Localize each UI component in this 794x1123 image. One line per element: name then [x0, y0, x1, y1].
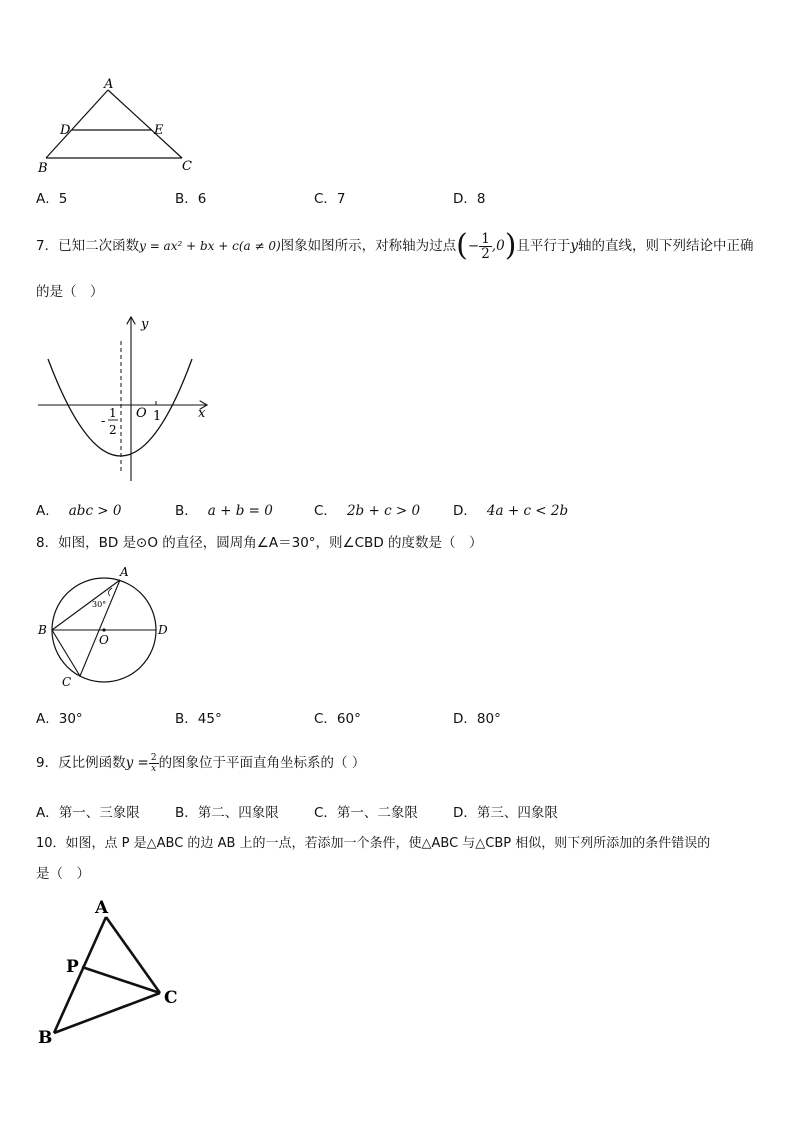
q9-func-fraction: $\frac{2}{x}$	[150, 752, 157, 774]
q7-condition: (a ≠ 0)	[238, 239, 281, 253]
q7-stem-mid2: 且平行于	[516, 238, 571, 254]
graph-x-label: x	[198, 406, 206, 421]
circle-angle-label: 30°	[92, 600, 107, 609]
q8-circle-figure	[34, 562, 174, 692]
q7-stem-line2: 的是（ ）	[36, 284, 104, 300]
label-B: B	[38, 161, 48, 176]
q8-option-a[interactable]: A．30°	[36, 711, 83, 727]
q7-stem: 7．已知二次函数y = ax² + bx + c(a ≠ 0)图象如图所示，对称轴为过点(− $\frac{1}{2}$ ,0)且平行于y轴的直线，则下列结论中正确	[36, 228, 754, 263]
q7-option-a[interactable]: A． abc > 0	[36, 503, 122, 519]
q9-option-d[interactable]: D．第三、四象限	[453, 805, 558, 821]
q8-option-d[interactable]: D．80°	[453, 711, 501, 727]
q9-stem-prefix: 9．反比例函数	[36, 755, 126, 771]
q8-option-c[interactable]: C．60°	[314, 711, 361, 727]
tri-label-C: C	[164, 988, 178, 1008]
graph-neg-half-den: 2	[109, 423, 117, 437]
q7-point-y: ,0	[491, 238, 505, 254]
q7-stem-mid: 图象如图所示，对称轴为过点	[280, 238, 457, 254]
label-C: C	[182, 159, 192, 174]
q8-option-b[interactable]: B．45°	[175, 711, 222, 727]
circle-label-O: O	[99, 633, 109, 647]
q9-stem-suffix: 的图象位于平面直角坐标系的（ ）	[158, 755, 366, 771]
graph-neg-half-num: 1	[109, 406, 117, 420]
circle-label-A: A	[120, 565, 129, 579]
tri-label-P: P	[66, 957, 79, 977]
graph-one-label: 1	[153, 409, 162, 424]
q10-stem-line1: 10．如图，点 P 是△ABC 的边 AB 上的一点，若添加一个条件，使△ABC 与△CBP 相似，则下列所添加的条件错误的	[36, 836, 711, 851]
q7-stem-end: 轴的直线，则下列结论中正确	[578, 238, 754, 254]
q7-point-fraction: $\frac{1}{2}$	[481, 230, 490, 262]
q10-stem-line2: 是（ ）	[36, 866, 90, 882]
q6-option-a[interactable]: A．5	[36, 191, 68, 207]
q9-func-lhs: y =	[125, 755, 149, 771]
q7-option-c[interactable]: C． 2b + c > 0	[314, 503, 421, 519]
tri-label-A: A	[95, 898, 109, 918]
q6-option-b[interactable]: B．6	[175, 191, 207, 207]
label-E: E	[154, 123, 164, 138]
q7-option-d[interactable]: D． 4a + c < 2b	[453, 503, 569, 519]
q8-stem: 8．如图，BD 是⊙O 的直径，圆周角∠A＝30°，则∠CBD 的度数是（ ）	[36, 535, 483, 551]
q9-option-b[interactable]: B．第二、四象限	[175, 805, 279, 821]
q10-triangle-figure	[34, 893, 194, 1053]
q7-stem-prefix: 7．已知二次函数	[36, 238, 140, 254]
q9-option-c[interactable]: C．第一、二象限	[314, 805, 418, 821]
q6-option-d[interactable]: D．8	[453, 191, 486, 207]
graph-origin-label: O	[136, 406, 147, 421]
label-A: A	[104, 78, 114, 92]
graph-y-label: y	[141, 317, 149, 332]
q7-axis-var: y	[570, 238, 579, 254]
circle-label-D: D	[158, 623, 168, 637]
q6-triangle-figure	[30, 78, 200, 178]
q9-stem	[36, 748, 365, 778]
q9-option-a[interactable]: A．第一、三象限	[36, 805, 140, 821]
q6-option-c[interactable]: C．7	[314, 191, 346, 207]
q7-function: y = ax² + bx + c	[139, 239, 239, 253]
label-D: D	[60, 123, 71, 138]
tri-label-B: B	[38, 1028, 53, 1048]
circle-label-C: C	[62, 675, 72, 689]
circle-label-B: B	[38, 623, 47, 637]
q7-parabola-graph	[34, 313, 224, 488]
q7-option-b[interactable]: B． a + b = 0	[175, 503, 273, 519]
graph-minus-sign: -	[101, 414, 106, 429]
